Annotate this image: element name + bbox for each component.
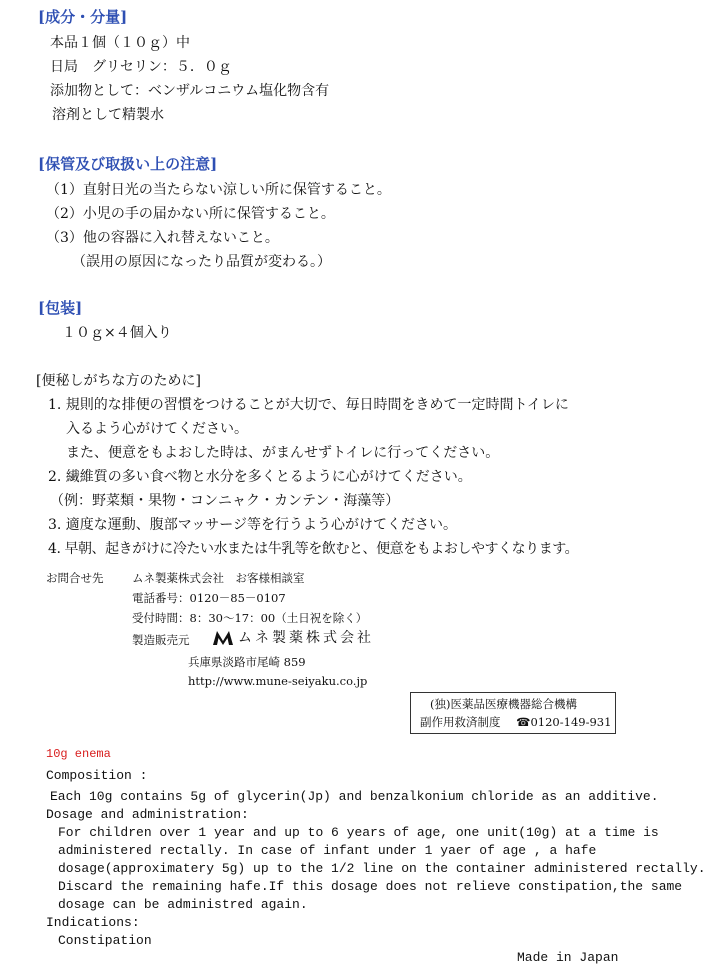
maker-label: 製造販売元 [132,633,190,647]
contact-hours: 受付時間：8：30～17：00（土日祝を除く） [132,611,368,625]
storage-line: （1）直射日光の当たらない涼しい所に保管すること。 [46,182,391,198]
contact-label: お問合せ先 [46,571,104,585]
contact-phone: 電話番号：0120－85－0107 [132,591,286,605]
contact-company: ムネ製薬株式会社 お客様相談室 [132,571,305,585]
composition-heading: [成分・分量] [38,8,128,26]
dosage-label-en: Dosage and administration: [46,807,249,822]
pmda-name: (独)医薬品医療機器総合機構 [430,697,577,711]
dosage-line-en: Discard the remaining hafe.If this dosage does not relieve constipation,the same [58,879,683,894]
dosage-line-en: dosage(approximatery 5g) up to the 1/2 line on the container administered rectally. [58,861,706,876]
package-heading: [包装] [38,299,83,317]
constipation-line: また、便意をもよおした時は、がまんせずトイレに行ってください。 [66,445,500,461]
composition-line: 添加物として：ベンザルコニウム塩化物含有 [50,83,330,99]
composition-label-en: Composition : [46,768,148,783]
pmda-phone: 0120-149-931 [530,715,612,729]
maker-url: http://www.mune-seiyaku.co.jp [188,674,368,688]
storage-line: （誤用の原因になったり品質が変わる。） [72,254,331,270]
indications-label-en: Indications: [46,915,140,930]
made-in-japan: Made in Japan [517,950,619,965]
mune-logo-icon [212,630,234,650]
dosage-line-en: dosage can be administred again. [58,897,308,912]
pmda-relief-label: 副作用救済制度 [420,715,501,729]
dosage-line-en: For children over 1 year and up to 6 years of age, one unit(10g) at a time is [58,825,659,840]
constipation-line: 2. 繊維質の多い食べ物と水分を多くとるように心がけてください。 [48,469,472,485]
maker-name-block [212,627,374,650]
storage-line: （2）小児の手の届かない所に保管すること。 [46,206,335,222]
constipation-line: 4. 早朝、起きがけに冷たい水または牛乳等を飲むと、便意をもよおしやすくなります。 [48,541,579,557]
telephone-icon: ☎ [516,715,531,729]
package-line: １０ｇ×４個入り [62,325,172,341]
constipation-line: （例：野菜類・果物・コンニャク・カンテン・海藻等） [50,493,400,509]
composition-line: 本品１個（１０ｇ）中 [50,35,190,51]
composition-line: 日局 グリセリン：５．０ｇ [50,59,232,75]
maker-name: ムネ製薬株式会社 [238,630,374,646]
storage-line: （3）他の容器に入れ替えないこと。 [46,230,279,246]
pmda-relief-system [420,714,611,730]
composition-line: 溶剤として精製水 [52,107,164,123]
constipation-line: 入るよう心がけてください。 [66,421,248,437]
constipation-heading: [便秘しがちな方のために] [36,373,201,389]
storage-heading: [保管及び取扱い上の注意] [38,155,218,173]
maker-address: 兵庫県淡路市尾崎 859 [188,655,306,669]
indications-text-en: Constipation [58,933,152,948]
english-title: 10g enema [46,747,111,761]
composition-text-en: Each 10g contains 5g of glycerin(Jp) and benzalkonium chloride as an additive. [50,789,659,804]
constipation-line: 1. 規則的な排便の習慣をつけることが大切で、毎日時間をきめて一定時間トイレに [48,397,569,413]
constipation-line: 3. 適度な運動、腹部マッサージ等を行うよう心がけてください。 [48,517,457,533]
dosage-line-en: administered rectally. In case of infant under 1 yaer of age , a hafe [58,843,597,858]
